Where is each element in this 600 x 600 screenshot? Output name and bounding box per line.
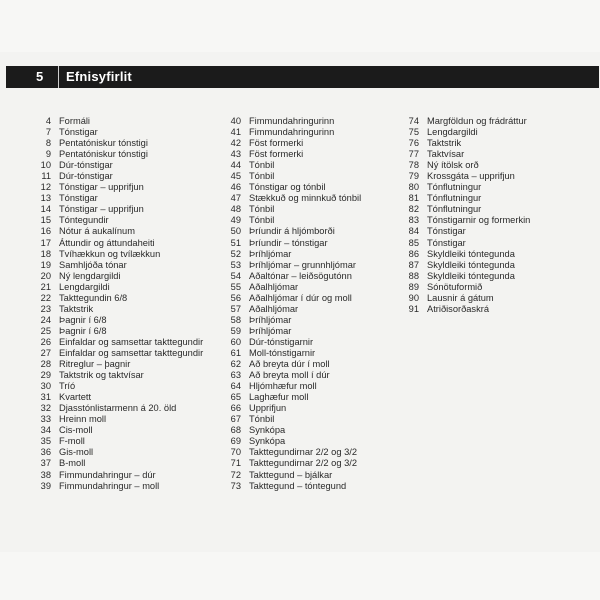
toc-page-number: 13 — [40, 193, 51, 204]
toc-entry-title: Tónbil — [249, 160, 275, 171]
toc-entry-title: Tónbil — [249, 414, 275, 425]
toc-entry — [24, 116, 214, 127]
toc-page-number: 86 — [408, 248, 419, 259]
toc-entry-title: Takttegund – bjálkar — [249, 469, 333, 480]
toc-entry-title: Tónbil — [249, 204, 275, 215]
toc-entry — [214, 315, 394, 326]
toc-entry — [214, 470, 394, 481]
toc-entry-title: Atriðisorðaskrá — [427, 303, 490, 314]
toc-entry — [24, 226, 214, 237]
toc-page-number: 40 — [230, 116, 241, 126]
toc-entry — [24, 171, 214, 182]
toc-entry — [392, 160, 592, 171]
toc-entry — [24, 260, 214, 271]
toc-entry-title: Föst formerki — [249, 149, 304, 160]
toc-entry — [24, 149, 214, 160]
toc-entry — [392, 271, 592, 282]
toc-entry-title: Tónbil — [249, 215, 275, 226]
toc-entry-title: Hreinn moll — [59, 414, 107, 425]
toc-entry — [24, 138, 214, 149]
toc-entry-title: Fimmundahringurinn — [249, 127, 335, 138]
toc-entry-title: Hljómhæfur moll — [249, 381, 317, 392]
toc-entry-title: Ný ítölsk orð — [427, 160, 479, 171]
toc-page-number: 45 — [230, 171, 241, 182]
toc-entry — [392, 116, 592, 127]
toc-entry-title: Skyldleiki tóntegunda — [427, 248, 515, 259]
toc-page-number: 37 — [40, 458, 51, 469]
toc-entry — [24, 481, 214, 492]
toc-page-number: 7 — [45, 127, 51, 138]
toc-entry — [24, 282, 214, 293]
toc-entry-title: Lausnir á gátum — [427, 292, 494, 303]
toc-entry — [392, 249, 592, 260]
toc-entry-title: Taktstrik — [59, 303, 94, 314]
toc-page-number: 27 — [40, 347, 51, 358]
toc-entry — [24, 160, 214, 171]
toc-entry — [214, 304, 394, 315]
toc-entry — [392, 204, 592, 215]
toc-entry — [214, 458, 394, 469]
toc-page-number: 56 — [230, 292, 241, 303]
toc-entry — [24, 182, 214, 193]
toc-entry — [24, 470, 214, 481]
toc-entry — [24, 315, 214, 326]
toc-page-number: 57 — [230, 303, 241, 314]
toc-page-number: 46 — [230, 182, 241, 193]
toc-entry — [214, 348, 394, 359]
toc-entry-title: Tvíhækkun og tvílækkun — [59, 248, 161, 259]
toc-entry — [392, 293, 592, 304]
toc-page-number: 14 — [40, 204, 51, 215]
toc-page-number: 12 — [40, 182, 51, 193]
toc-entry-title: Krossgáta – upprifjun — [427, 171, 515, 182]
toc-entry — [24, 215, 214, 226]
toc-entry — [24, 193, 214, 204]
toc-entry-title: Þagnir í 6/8 — [59, 314, 107, 325]
toc-entry-title: Skyldleiki tóntegunda — [427, 270, 515, 281]
toc-entry — [214, 392, 394, 403]
toc-entry-title: Þríundir – tónstigar — [249, 237, 328, 248]
toc-page-number: 91 — [408, 303, 419, 314]
toc-entry — [24, 348, 214, 359]
toc-entry-title: Taktvísar — [427, 149, 465, 160]
toc-entry-title: F-moll — [59, 436, 85, 447]
toc-entry — [214, 149, 394, 160]
toc-page-number: 70 — [230, 447, 241, 458]
toc-entry-title: Pentatóniskur tónstigi — [59, 138, 148, 149]
toc-entry — [214, 127, 394, 138]
toc-page-number: 61 — [230, 347, 241, 358]
toc-entry — [392, 127, 592, 138]
toc-page-number: 90 — [408, 292, 419, 303]
toc-page-number: 85 — [408, 237, 419, 248]
toc-page-number: 29 — [40, 370, 51, 381]
toc-column-3 — [392, 116, 592, 315]
toc-entry-title: Einfaldar og samsettar takttegundir — [59, 347, 204, 358]
toc-entry-title: Tónflutningur — [427, 182, 482, 193]
toc-page-number: 38 — [40, 469, 51, 480]
toc-entry — [24, 204, 214, 215]
toc-entry — [392, 282, 592, 293]
toc-entry-title: Tónstigar — [59, 193, 98, 204]
toc-entry — [214, 138, 394, 149]
toc-page-number: 60 — [230, 336, 241, 347]
toc-entry-title: Tónstigar — [427, 226, 466, 237]
toc-page-number: 35 — [40, 436, 51, 447]
toc-entry-title: Föst formerki — [249, 138, 304, 149]
toc-page-number: 72 — [230, 469, 241, 480]
toc-entry — [24, 293, 214, 304]
toc-entry-title: Að breyta moll í dúr — [249, 370, 330, 381]
toc-entry — [214, 293, 394, 304]
toc-entry-title: Takttegund – tóntegund — [249, 480, 347, 491]
toc-entry-title: Aðalhljómar — [249, 281, 299, 292]
toc-entry — [24, 359, 214, 370]
toc-page-number: 53 — [230, 259, 241, 270]
toc-entry — [214, 271, 394, 282]
toc-page-number: 83 — [408, 215, 419, 226]
toc-entry — [214, 359, 394, 370]
chapter-number: 5 — [36, 69, 44, 84]
toc-entry — [214, 193, 394, 204]
toc-entry-title: Lengdargildi — [59, 281, 110, 292]
toc-page-number: 71 — [230, 458, 241, 469]
toc-page-number: 42 — [230, 138, 241, 149]
toc-page-number: 75 — [408, 127, 419, 138]
toc-entry-title: Laghæfur moll — [249, 392, 309, 403]
toc-entry-title: Skyldleiki tóntegunda — [427, 259, 515, 270]
toc-entry — [214, 381, 394, 392]
toc-page-number: 50 — [230, 226, 241, 237]
toc-entry-title: Formáli — [59, 116, 90, 126]
toc-page-number: 11 — [41, 171, 51, 182]
toc-page-number: 69 — [230, 436, 241, 447]
toc-page-number: 20 — [40, 270, 51, 281]
toc-page-number: 87 — [408, 259, 419, 270]
toc-entry — [24, 381, 214, 392]
toc-entry-title: Stækkuð og minnkuð tónbil — [249, 193, 362, 204]
toc-entry-title: Þríhljómar — [249, 248, 292, 259]
toc-entry — [24, 447, 214, 458]
toc-entry-title: Tónflutningur — [427, 193, 482, 204]
toc-entry-title: Takttegundirnar 2/2 og 3/2 — [249, 458, 358, 469]
toc-page-number: 48 — [230, 204, 241, 215]
toc-entry-title: Djasstónlistarmenn á 20. öld — [59, 403, 177, 414]
toc-page-number: 28 — [40, 359, 51, 370]
toc-page-number: 22 — [40, 292, 51, 303]
toc-page-number: 9 — [45, 149, 51, 160]
toc-entry — [214, 171, 394, 182]
toc-entry — [214, 215, 394, 226]
toc-page-number: 21 — [40, 281, 51, 292]
toc-entry-title: Kvartett — [59, 392, 92, 403]
toc-entry — [214, 204, 394, 215]
toc-page-number: 59 — [230, 325, 241, 336]
toc-entry-title: Margföldun og frádráttur — [427, 116, 527, 126]
toc-page-number: 81 — [408, 193, 419, 204]
toc-entry — [214, 337, 394, 348]
toc-page-number: 25 — [40, 325, 51, 336]
toc-entry-title: Aðaltónar – leiðsögutónn — [249, 270, 352, 281]
toc-entry-title: Gis-moll — [59, 447, 94, 458]
toc-page-number: 82 — [408, 204, 419, 215]
toc-entry — [24, 370, 214, 381]
toc-entry-title: Lengdargildi — [427, 127, 478, 138]
toc-page-number: 39 — [40, 480, 51, 491]
toc-page-number: 18 — [40, 248, 51, 259]
toc-entry-title: Að breyta dúr í moll — [249, 359, 330, 370]
toc-entry — [214, 425, 394, 436]
toc-page-number: 41 — [230, 127, 241, 138]
toc-entry — [24, 304, 214, 315]
toc-entry — [214, 226, 394, 237]
toc-entry-title: Tónstigarnir og formerkin — [427, 215, 531, 226]
toc-entry — [24, 326, 214, 337]
toc-entry-title: Takttegundin 6/8 — [59, 292, 128, 303]
toc-page-number: 4 — [45, 116, 51, 126]
toc-page-number: 62 — [230, 359, 241, 370]
toc-entry-title: Þríundir á hljómborði — [249, 226, 335, 237]
toc-entry — [24, 392, 214, 403]
toc-entry-title: Dúr-tónstigarnir — [249, 336, 314, 347]
toc-entry — [214, 481, 394, 492]
toc-page-number: 8 — [45, 138, 51, 149]
toc-page-number: 58 — [230, 314, 241, 325]
toc-page-number: 26 — [40, 336, 51, 347]
toc-entry — [214, 414, 394, 425]
toc-page-number: 17 — [40, 237, 51, 248]
toc-entry — [214, 238, 394, 249]
toc-page-number: 24 — [40, 314, 51, 325]
toc-entry — [214, 436, 394, 447]
toc-entry-title: Þríhljómar — [249, 325, 292, 336]
toc-page-number: 47 — [230, 193, 241, 204]
toc-entry-title: Upprifjun — [249, 403, 287, 414]
toc-page-number: 19 — [40, 259, 51, 270]
toc-page-number: 30 — [40, 381, 51, 392]
toc-page-number: 54 — [230, 270, 241, 281]
toc-page-number: 15 — [40, 215, 51, 226]
toc-entry — [214, 370, 394, 381]
toc-page-number: 52 — [230, 248, 241, 259]
toc-entry — [214, 326, 394, 337]
toc-page-number: 51 — [230, 237, 241, 248]
header-divider — [58, 66, 59, 88]
toc-entry-title: Aðalhljómar í dúr og moll — [249, 292, 352, 303]
toc-entry-title: Moll-tónstigarnir — [249, 347, 316, 358]
toc-entry — [214, 249, 394, 260]
toc-entry — [214, 403, 394, 414]
toc-entry-title: Sónötuformið — [427, 281, 483, 292]
toc-entry-title: Tónstigar — [59, 127, 98, 138]
toc-entry-title: Þagnir í 6/8 — [59, 325, 107, 336]
toc-page-number: 32 — [40, 403, 51, 414]
toc-page-number: 67 — [230, 414, 241, 425]
toc-page-number: 74 — [408, 116, 419, 126]
toc-entry — [24, 458, 214, 469]
toc-entry-title: Dúr-tónstigar — [59, 171, 113, 182]
toc-entry-title: Takttegundirnar 2/2 og 3/2 — [249, 447, 358, 458]
toc-entry-title: Ný lengdargildi — [59, 270, 121, 281]
toc-entry — [24, 249, 214, 260]
toc-page-number: 73 — [230, 480, 241, 491]
toc-entry-title: Tónbil — [249, 171, 275, 182]
toc-entry-title: Pentatóniskur tónstigi — [59, 149, 148, 160]
toc-entry-title: Tríó — [59, 381, 76, 392]
toc-entry-title: Samhljóða tónar — [59, 259, 127, 270]
toc-page-number: 84 — [408, 226, 419, 237]
toc-page-number: 63 — [230, 370, 241, 381]
toc-entry-title: Tónflutningur — [427, 204, 482, 215]
toc-entry-title: Fimmundahringur – dúr — [59, 469, 156, 480]
chapter-header-bar — [6, 66, 599, 88]
toc-page-number: 49 — [230, 215, 241, 226]
toc-page-number: 10 — [40, 160, 51, 171]
toc-page-number: 55 — [230, 281, 241, 292]
toc-page-number: 43 — [230, 149, 241, 160]
toc-page-number: 31 — [40, 392, 51, 403]
toc-entry-title: Þríhljómar – grunnhljómar — [249, 259, 356, 270]
toc-entry-title: Tónstigar — [427, 237, 466, 248]
toc-page-number: 44 — [230, 160, 241, 171]
toc-page-number: 66 — [230, 403, 241, 414]
toc-page-number: 16 — [40, 226, 51, 237]
toc-page-number: 33 — [40, 414, 51, 425]
toc-page-number: 79 — [408, 171, 419, 182]
toc-entry — [392, 171, 592, 182]
toc-entry-title: Tónstigar og tónbil — [249, 182, 326, 193]
toc-page-number: 80 — [408, 182, 419, 193]
toc-page-number: 64 — [230, 381, 241, 392]
toc-entry — [392, 149, 592, 160]
toc-entry-title: Einfaldar og samsettar takttegundir — [59, 336, 204, 347]
toc-entry-title: Aðalhljómar — [249, 303, 299, 314]
toc-entry — [392, 215, 592, 226]
toc-entry-title: Þríhljómar — [249, 314, 292, 325]
toc-entry-title: Tónstigar – upprifjun — [59, 204, 144, 215]
toc-entry-title: Nótur á aukalínum — [59, 226, 135, 237]
toc-page-number: 34 — [40, 425, 51, 436]
toc-entry — [392, 193, 592, 204]
toc-entry-title: Dúr-tónstigar — [59, 160, 113, 171]
toc-entry — [214, 160, 394, 171]
toc-entry — [24, 337, 214, 348]
toc-entry-title: Áttundir og áttundaheiti — [59, 237, 155, 248]
toc-page-number: 76 — [408, 138, 419, 149]
toc-entry-title: Synkópa — [249, 425, 286, 436]
chapter-title: Efnisyfirlit — [66, 69, 132, 84]
toc-column-2 — [214, 116, 394, 492]
toc-entry — [392, 138, 592, 149]
toc-entry — [392, 304, 592, 315]
toc-entry — [392, 226, 592, 237]
toc-page-number: 23 — [40, 303, 51, 314]
toc-page-number: 68 — [230, 425, 241, 436]
toc-entry — [24, 271, 214, 282]
toc-page-number: 77 — [408, 149, 419, 160]
toc-page-number: 78 — [408, 160, 419, 171]
toc-entry — [214, 116, 394, 127]
toc-entry-title: Taktstrik og taktvísar — [59, 370, 144, 381]
toc-column-1 — [24, 116, 214, 492]
toc-entry — [214, 182, 394, 193]
toc-entry-title: Cis-moll — [59, 425, 93, 436]
toc-entry — [24, 403, 214, 414]
toc-entry — [24, 436, 214, 447]
toc-page-number: 65 — [230, 392, 241, 403]
toc-entry-title: Synkópa — [249, 436, 286, 447]
toc-entry — [24, 425, 214, 436]
toc-entry — [24, 414, 214, 425]
toc-entry-title: Taktstrik — [427, 138, 462, 149]
toc-entry — [214, 447, 394, 458]
toc-entry-title: Tóntegundir — [59, 215, 109, 226]
toc-page-number: 88 — [408, 270, 419, 281]
toc-entry — [214, 260, 394, 271]
toc-entry-title: Fimmundahringurinn — [249, 116, 335, 126]
toc-entry — [24, 238, 214, 249]
toc-entry-title: B-moll — [59, 458, 86, 469]
toc-entry — [392, 182, 592, 193]
toc-page-number: 89 — [408, 281, 419, 292]
toc-page-number: 36 — [40, 447, 51, 458]
toc-entry — [24, 127, 214, 138]
toc-entry — [214, 282, 394, 293]
toc-entry — [392, 238, 592, 249]
toc-entry — [392, 260, 592, 271]
toc-entry-title: Tónstigar – upprifjun — [59, 182, 144, 193]
toc-entry-title: Fimmundahringur – moll — [59, 480, 160, 491]
toc-entry-title: Ritreglur – þagnir — [59, 359, 131, 370]
